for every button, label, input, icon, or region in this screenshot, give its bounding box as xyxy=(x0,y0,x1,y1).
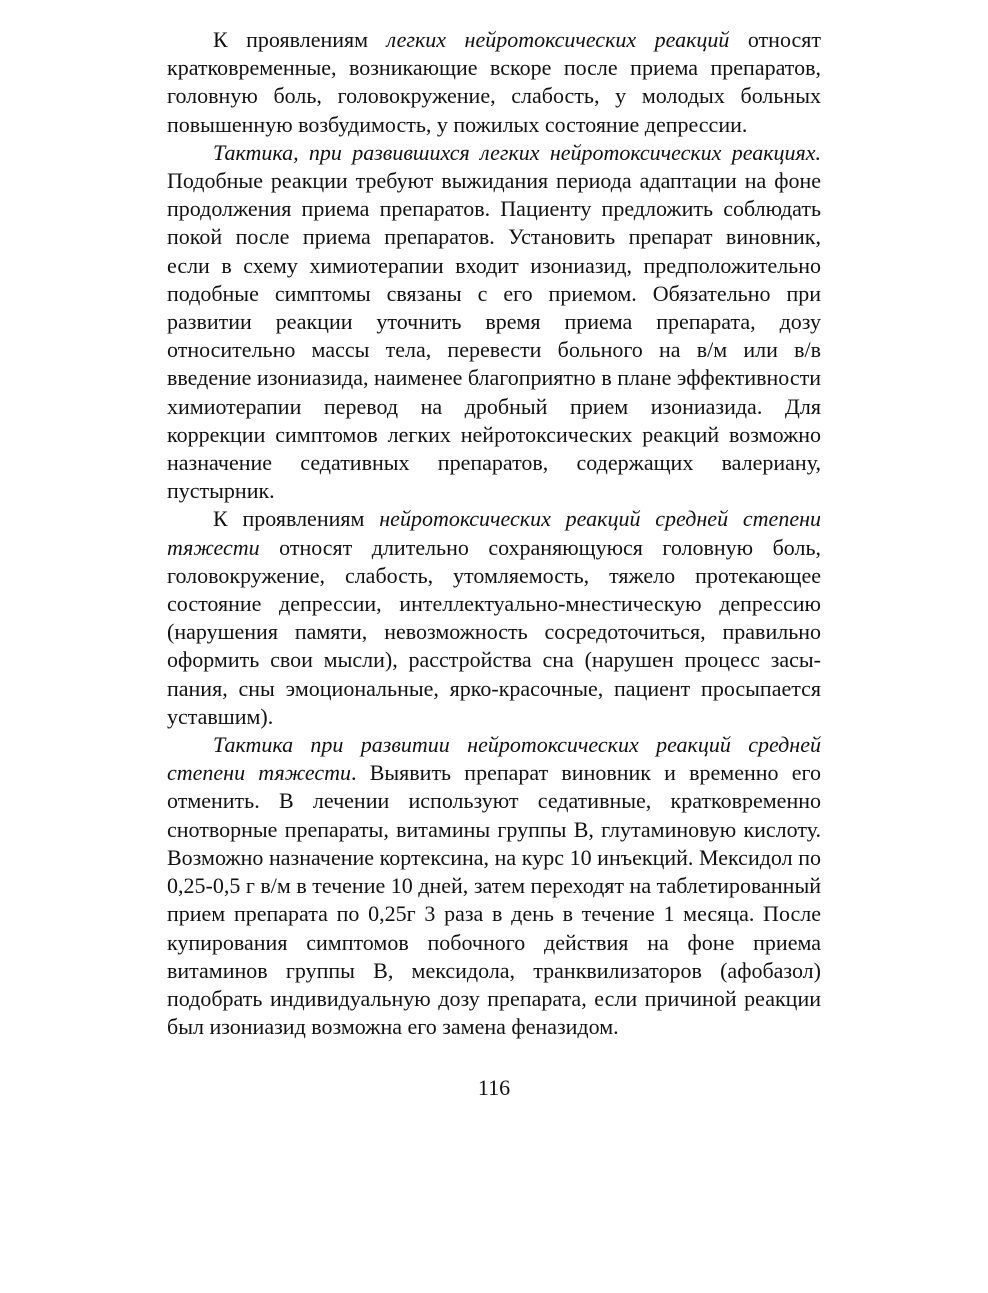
paragraph-lead: К проявлениям xyxy=(213,27,387,52)
paragraph-text: Подобные реакции требуют выжидания периода адаптации на фоне продолжения приема препаратов. Пациенту предложить соблюдать покой после приема препаратов. Установить препарат виновник, если в схему химиотерапии входит изониазид, предположительно подобные симптомы связаны с его приемом. Обязательно при развитии реакции уточнить время приема препарата, дозу относительно массы тела, перевести больного на в/м или в/в введение изониазида, наименее благоприятно в плане эффективности химиотерапии перевод на дробный прием изониазида. Для коррекции симптомов легких нейротоксических реакций возможно назначение седативных препаратов, содержащих валериану, пустырник. xyxy=(167,168,821,504)
paragraph-light-tactics xyxy=(167,139,821,506)
paragraph-light-reactions xyxy=(167,26,821,139)
paragraph-moderate-tactics xyxy=(167,731,821,1041)
paragraph-emphasis: Тактика, при развившихся легких нейротоксических реакциях. xyxy=(213,139,821,165)
paragraph-emphasis: Тактика при развитии нейротоксических реакций средней степени тяжести xyxy=(167,732,821,786)
page-body xyxy=(167,26,821,1041)
paragraph-emphasis: легких нейротоксических реакций xyxy=(386,27,730,52)
paragraph-text: относят длительно сохраняющуюся головную боль, головокружение, слабость, утомляемость, тяжело протекающее состояние депрессии, интеллектуально-мнестическую депрессию (нарушения памяти, невозможность сосредоточиться, правильно оформить свои мысли), расстройства сна (нарушен процесс засыпания, сны эмоциональные, ярко-красочные, пациент просыпается уставшим). xyxy=(167,534,821,729)
paragraph-text: . Выявить препарат виновник и временно его отменить. В лечении используют седативные, кратковременно снотворные препараты, витамины группы В, глутаминовую кислоту. Возможно назначение кортексина, на курс 10 инъекций. Мексидол по 0,25-0,5 г в/м в течение 10 дней, затем переходят на таблетированный прием препарата по 0,25г 3 раза в день в течение 1 месяца. После купирования симптомов побочного действия на фоне приема витаминов группы В, мексидола, транквилизаторов (афобазол) подобрать индивидуальную дозу препарата, если причиной реакции был изониазид возможна его замена феназидом. xyxy=(167,760,821,1040)
page-number: 116 xyxy=(477,1075,511,1100)
paragraph-text: относят кратковременные, возникающие вскоре после приема препаратов, головную боль, головокружение, слабость, у молодых больных повышенную возбудимость, у пожилых состояние депрессии. xyxy=(167,27,821,137)
paragraph-emphasis: нейротоксических реакций средней степени тяжести xyxy=(167,506,822,560)
paragraph-moderate-reactions xyxy=(167,505,821,731)
paragraph-lead: К проявлениям xyxy=(213,506,380,532)
